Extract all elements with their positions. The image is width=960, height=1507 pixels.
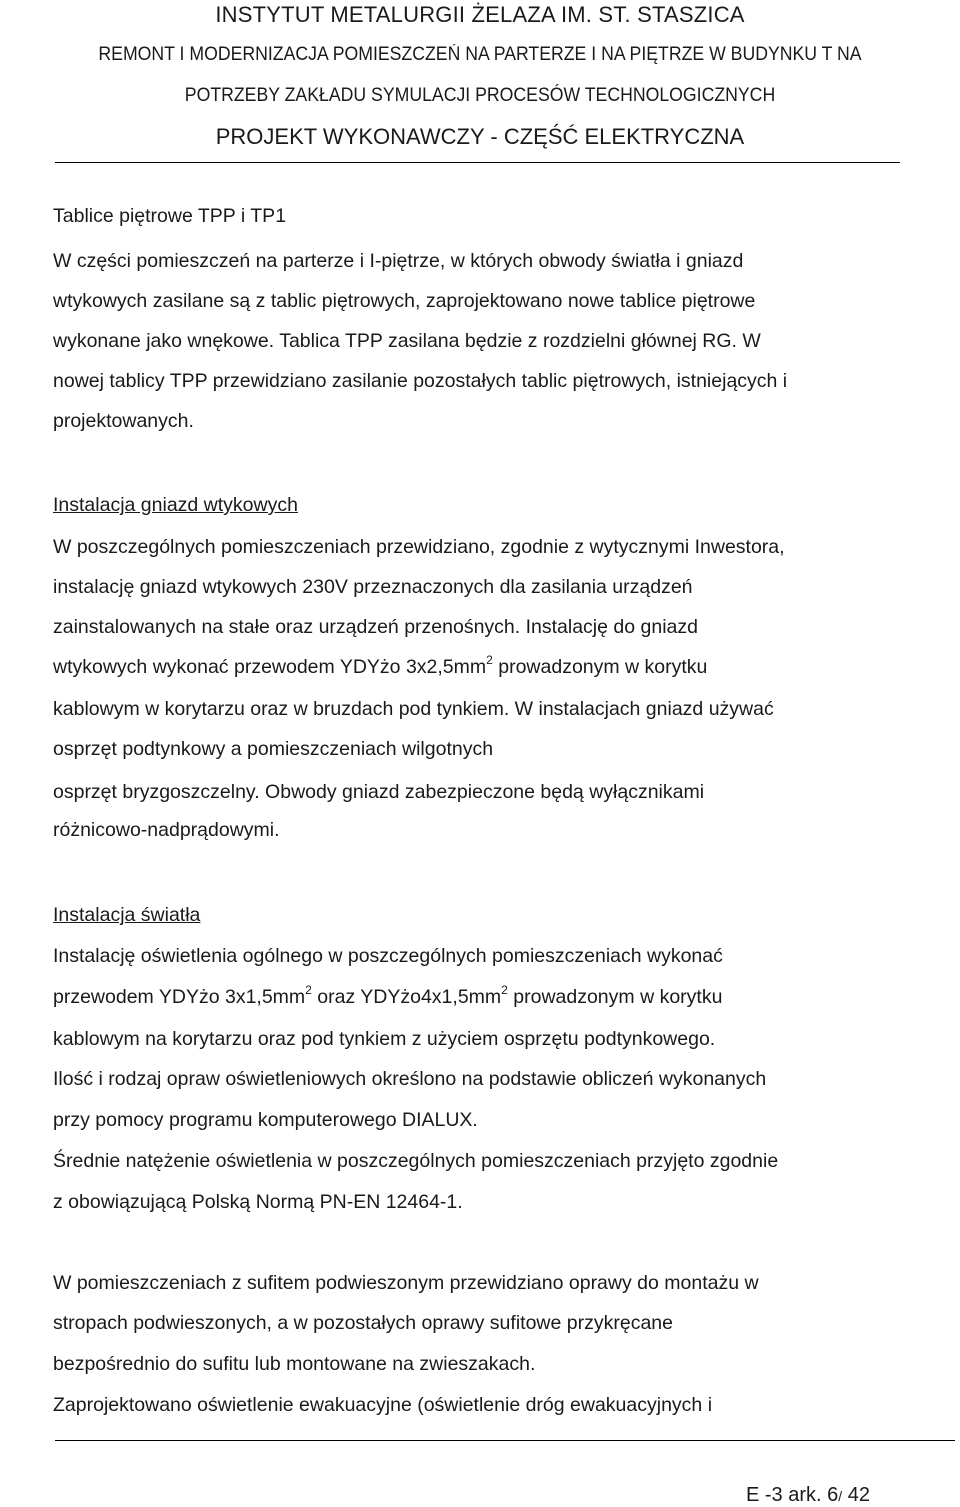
- header-divider: [55, 162, 900, 163]
- superscript: 2: [501, 982, 508, 997]
- paragraph-line: wtykowych zasilane są z tablic piętrowych, zaprojektowano nowe tablice piętrowe: [53, 290, 756, 312]
- paragraph-line: kablowym w korytarzu oraz w bruzdach pod tynkiem. W instalacjach gniazd używać: [53, 698, 774, 720]
- paragraph-line: przy pomocy programu komputerowego DIALUX.: [53, 1109, 478, 1131]
- paragraph-line: osprzęt bryzgoszczelny. Obwody gniazd zabezpieczone będą wyłącznikami: [53, 781, 705, 803]
- section-heading: Instalacja światła: [53, 904, 201, 926]
- section-heading: Instalacja gniazd wtykowych: [53, 494, 298, 516]
- total-pages: 42: [842, 1484, 870, 1506]
- page-number: [746, 1484, 870, 1507]
- header-title-line-1: REMONT I MODERNIZACJA POMIESZCZEŃ NA PARTERZE I NA PIĘTRZE W BUDYNKU T NA: [98, 44, 862, 65]
- paragraph-line: z obowiązującą Polską Normą PN-EN 12464-1.: [53, 1191, 463, 1213]
- paragraph-line: Ilość i rodzaj opraw oświetleniowych określono na podstawie obliczeń wykonanych: [53, 1068, 767, 1090]
- paragraph-line: Zaprojektowano oświetlenie ewakuacyjne (oświetlenie dróg ewakuacyjnych i: [53, 1394, 713, 1416]
- text-run: oraz YDYżo4x1,5mm: [311, 986, 502, 1008]
- paragraph-line: nowej tablicy TPP przewidziano zasilanie pozostałych tablic piętrowych, istniejących i: [53, 370, 788, 392]
- text-run: prowadzonym w korytku: [492, 656, 708, 678]
- section-heading: Tablice piętrowe TPP i TP1: [53, 205, 287, 227]
- paragraph-line: różnicowo-nadprądowymi.: [53, 819, 280, 841]
- superscript: 2: [305, 982, 312, 997]
- paragraph-line: bezpośrednio do sufitu lub montowane na zwieszakach.: [53, 1353, 536, 1375]
- header-institution: INSTYTUT METALURGII ŻELAZA IM. ST. STASZICA: [215, 2, 745, 27]
- paragraph-line: instalację gniazd wtykowych 230V przeznaczonych dla zasilania urządzeń: [53, 576, 693, 598]
- paragraph-line: zainstalowanych na stałe oraz urządzeń przenośnych. Instalację do gniazd: [53, 616, 698, 638]
- text-run: prowadzonym w korytku: [507, 986, 723, 1008]
- paragraph-line: W poszczególnych pomieszczeniach przewidziano, zgodnie z wytycznymi Inwestora,: [53, 536, 785, 558]
- paragraph-line: kablowym na korytarzu oraz pod tynkiem z użyciem osprzętu podtynkowego.: [53, 1028, 716, 1050]
- superscript: 2: [486, 652, 493, 667]
- paragraph-line: W pomieszczeniach z sufitem podwieszonym przewidziano oprawy do montażu w: [53, 1272, 759, 1294]
- sheet-label: E -3 ark. 6: [746, 1484, 839, 1506]
- paragraph-line: Instalację oświetlenia ogólnego w poszczególnych pomieszczeniach wykonać: [53, 945, 723, 967]
- paragraph-line: Średnie natężenie oświetlenia w poszczególnych pomieszczeniach przyjęto zgodnie: [53, 1150, 779, 1172]
- header-project-type: PROJEKT WYKONAWCZY - CZĘŚĆ ELEKTRYCZNA: [215, 124, 745, 149]
- paragraph-line: stropach podwieszonych, a w pozostałych oprawy sufitowe przykręcane: [53, 1312, 673, 1334]
- paragraph-line: projektowanych.: [53, 410, 194, 432]
- paragraph-line: W części pomieszczeń na parterze i I-piętrze, w których obwody światła i gniazd: [53, 250, 744, 272]
- paragraph-line: [53, 982, 723, 1009]
- page-separator: /: [838, 1488, 843, 1504]
- footer-divider: [55, 1440, 955, 1441]
- paragraph-line: wykonane jako wnękowe. Tablica TPP zasilana będzie z rozdzielni głównej RG. W: [53, 330, 761, 352]
- paragraph-line: osprzęt podtynkowy a pomieszczeniach wilgotnych: [53, 738, 494, 760]
- paragraph-line: [53, 652, 708, 679]
- text-run: wtykowych wykonać przewodem YDYżo 3x2,5mm: [53, 656, 487, 678]
- text-run: przewodem YDYżo 3x1,5mm: [53, 986, 306, 1008]
- header-title-line-2: POTRZEBY ZAKŁADU SYMULACJI PROCESÓW TECHNOLOGICZNYCH: [184, 85, 776, 106]
